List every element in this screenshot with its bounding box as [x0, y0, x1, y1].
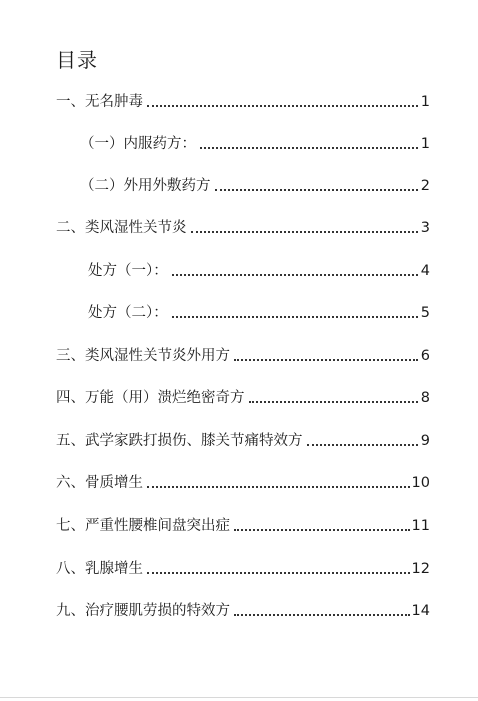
- toc-entry-label: 二、类风湿性关节炎: [56, 220, 187, 236]
- toc-entry-page: 14: [411, 603, 430, 619]
- toc-entry-label: 七、严重性腰椎间盘突出症: [56, 518, 230, 534]
- toc-entry[interactable]: [56, 214, 430, 238]
- toc-entry-page: 10: [411, 475, 430, 491]
- toc-dot-leader: [249, 400, 419, 403]
- toc-entry[interactable]: [56, 597, 430, 621]
- toc-dot-leader: [147, 104, 418, 107]
- toc-entry-page: 9: [420, 433, 430, 449]
- toc-entry[interactable]: [56, 384, 430, 408]
- toc-dot-leader: [234, 358, 418, 361]
- toc-dot-leader: [234, 528, 410, 531]
- toc-entry-label: 处方（二）：: [88, 305, 168, 321]
- toc-entry-page: 8: [420, 390, 430, 406]
- toc-entry[interactable]: [88, 299, 430, 323]
- toc-entry[interactable]: [56, 88, 430, 112]
- toc-entry-page: 11: [411, 518, 430, 534]
- toc-dot-leader: [172, 273, 418, 276]
- toc-dot-leader: [215, 188, 419, 191]
- toc-entry-label: 一、无名肿毒: [56, 94, 143, 110]
- toc-entry[interactable]: [56, 427, 430, 451]
- toc-entry[interactable]: [88, 257, 430, 281]
- toc-dot-leader: [172, 315, 418, 318]
- toc-entry-page: 1: [420, 94, 430, 110]
- toc-entry-page: 2: [420, 178, 430, 194]
- toc-entry[interactable]: [80, 172, 430, 196]
- toc-entry-label: （二）外用外敷药方: [80, 178, 211, 194]
- toc-entry-page: 4: [420, 263, 430, 279]
- toc-dot-leader: [234, 613, 410, 616]
- toc-entry-page: 1: [420, 136, 430, 152]
- toc-dot-leader: [147, 485, 410, 488]
- toc-entry-label: 九、治疗腰肌劳损的特效方: [56, 603, 230, 619]
- toc-entry-label: 五、武学家跌打损伤、膝关节痛特效方: [56, 433, 303, 449]
- toc-entry-page: 3: [420, 220, 430, 236]
- toc-entry-label: 八、乳腺增生: [56, 561, 143, 577]
- toc-entry[interactable]: [56, 342, 430, 366]
- toc-entry-page: 6: [420, 348, 430, 364]
- toc-entry-page: 5: [420, 305, 430, 321]
- toc-entry-label: 六、骨质增生: [56, 475, 143, 491]
- toc-entry[interactable]: [56, 512, 430, 536]
- toc-entry-label: （一）内服药方：: [80, 136, 196, 152]
- toc-entry-label: 三、类风湿性关节炎外用方: [56, 348, 230, 364]
- toc-dot-leader: [200, 146, 418, 149]
- toc-entry[interactable]: [56, 555, 430, 579]
- toc-entry-label: 处方（一）：: [88, 263, 168, 279]
- toc-dot-leader: [191, 230, 419, 233]
- toc-entry-label: 四、万能（用）溃烂绝密奇方: [56, 390, 245, 406]
- toc-dot-leader: [307, 443, 419, 446]
- page-bottom-edge: [0, 697, 478, 698]
- toc-entry-page: 12: [411, 561, 430, 577]
- toc-entry[interactable]: [56, 469, 430, 493]
- toc-title: 目录: [56, 48, 98, 72]
- toc-entry[interactable]: [80, 130, 430, 154]
- toc-dot-leader: [147, 571, 410, 574]
